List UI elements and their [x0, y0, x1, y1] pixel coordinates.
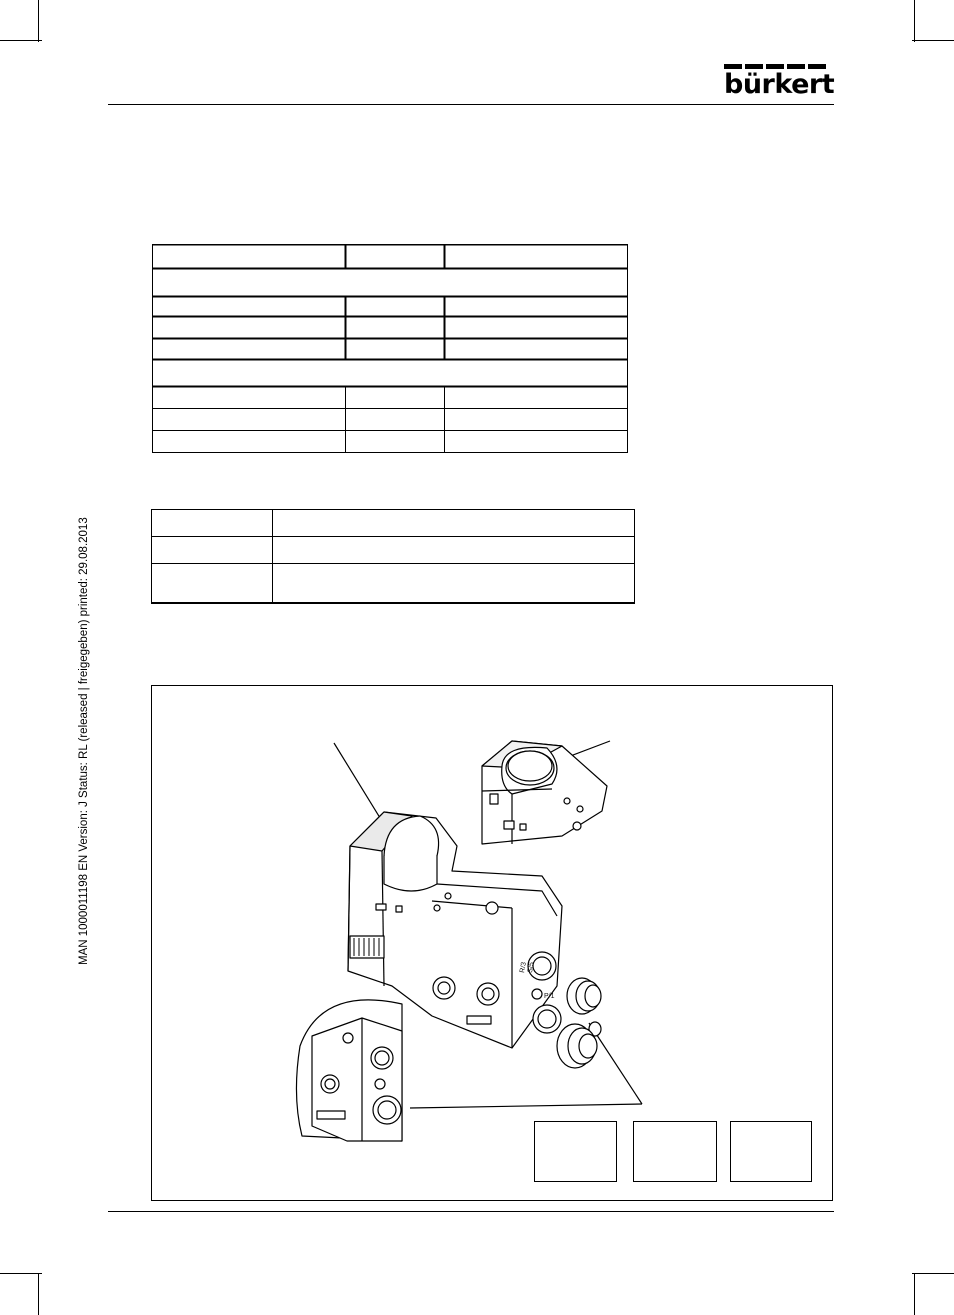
- figure-frame: [151, 685, 833, 1201]
- header-rule: [108, 104, 834, 105]
- port-label-r3: R/3: [519, 961, 528, 974]
- spec-table-1-grid: [152, 244, 628, 453]
- spec-table-1: [152, 244, 628, 453]
- variant-box-2: [633, 1121, 717, 1182]
- crop-mark-bottom-left-h: [0, 1273, 42, 1274]
- pilot-head-detail: [482, 741, 607, 844]
- leader-line-actuator: [334, 743, 385, 826]
- crop-mark-bottom-right-h: [912, 1273, 954, 1274]
- variant-box-3: [730, 1121, 812, 1182]
- push-in-fittings: [557, 978, 601, 1068]
- port-label-p1: P/1: [544, 993, 555, 1000]
- port-label-s5: S/5: [526, 961, 536, 974]
- spec-table-2-grid: [151, 509, 635, 604]
- variant-box-1: [534, 1121, 617, 1182]
- footer-rule: [108, 1211, 834, 1212]
- spec-table-2: [151, 509, 635, 604]
- port-detail-magnifier: [296, 1000, 402, 1141]
- crop-mark-top-left-v: [38, 0, 39, 42]
- document-info: MAN 1000011198 EN Version: J Status: RL (released | freigegeben) printed: 29.08.2013: [78, 517, 90, 965]
- crop-mark-top-right-h: [912, 40, 954, 41]
- leader-line-port: [410, 1104, 642, 1108]
- brand-logo: [724, 64, 836, 104]
- crop-mark-bottom-left-v: [38, 1273, 39, 1315]
- crop-mark-top-right-v: [914, 0, 915, 42]
- brand-name: bürkert: [724, 69, 835, 100]
- crop-mark-top-left-h: [0, 40, 42, 41]
- crop-mark-bottom-right-v: [914, 1273, 915, 1315]
